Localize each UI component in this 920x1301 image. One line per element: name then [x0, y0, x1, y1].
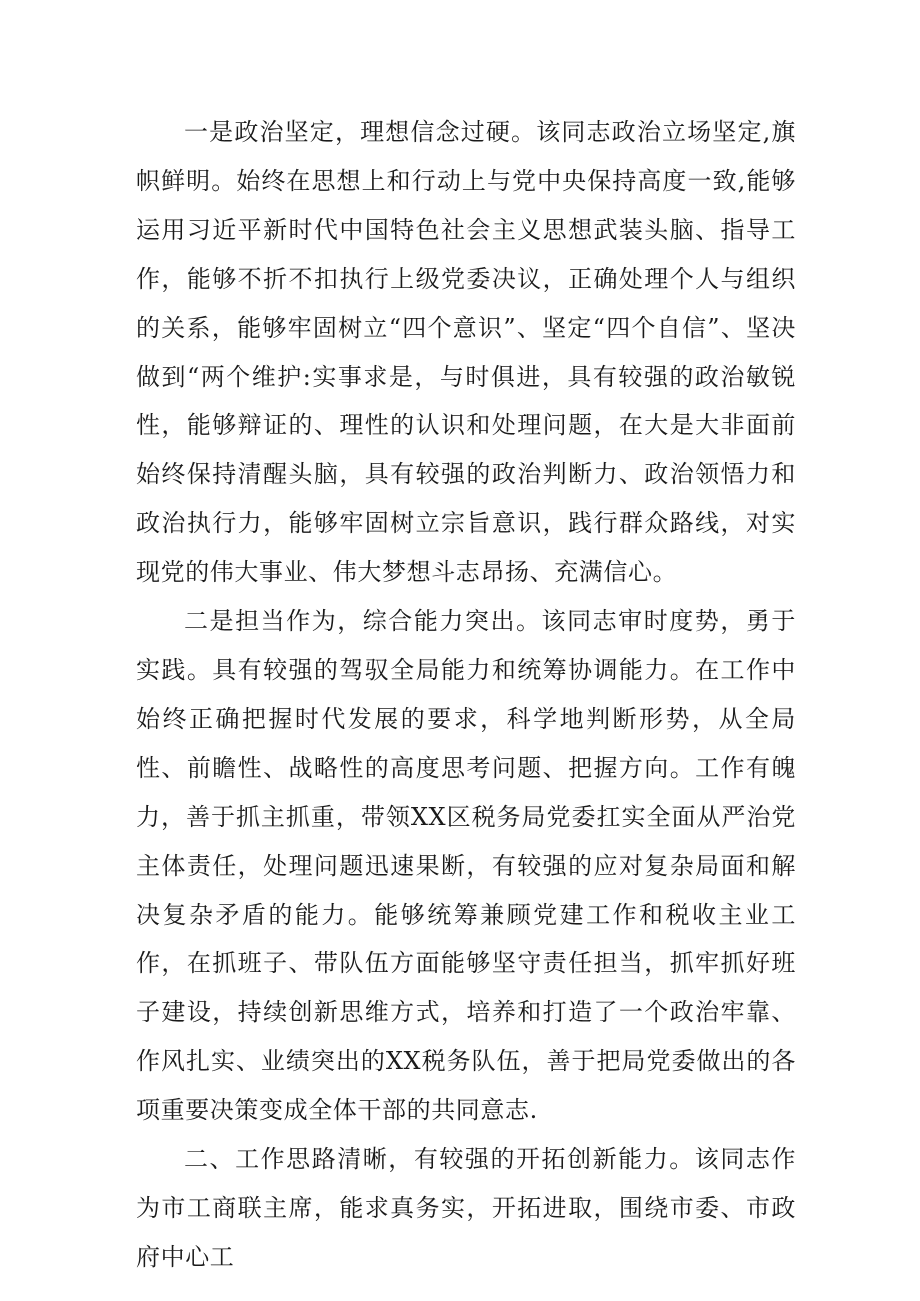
document-body — [136, 108, 796, 1282]
paragraph-political-firmness: 一是政治坚定，理想信念过硬。该同志政治立场坚定,旗帜鲜明。始终在思想上和行动上与党中央保持高度一致,能够运用习近平新时代中国特色社会主义思想武装头脑、指导工作，能够不折不扣执行上级党委决议，正确处理个人与组织的关系，能够牢固树立“四个意识”、坚定“四个自信”、坚决做到“两个维护:实事求是，与时俱进，具有较强的政治敏锐性，能够辩证的、理性的认识和处理问题，在大是大非面前始终保持清醒头脑，具有较强的政治判断力、政治领悟力和政治执行力，能够牢固树立宗旨意识，践行群众路线，对实现党的伟大事业、伟大梦想斗志昂扬、充满信心。 — [136, 118, 796, 587]
paragraph-responsibility: 二是担当作为，综合能力突出。该同志审时度势，勇于实践。具有较强的驾驭全局能力和统筹协调能力。在工作中始终正确把握时代发展的要求，科学地判断形势，从全局性、前瞻性、战略性的高度思考问题、把握方向。工作有魄力，善于抓主抓重，带领XX区税务局党委扛实全面从严治党主体责任，处理问题迅速果断，有较强的应对复杂局面和解决复杂矛盾的能力。能够统筹兼顾党建工作和税收主业工作，在抓班子、带队伍方面能够坚守责任担当，抓牢抓好班子建设，持续创新思维方式，培养和打造了一个政治牢靠、作风扎实、业绩突出的XX税务队伍，善于把局党委做出的各项重要决策变成全体干部的共同意志. — [136, 607, 796, 1125]
paragraph-work-ideas: 二、工作思路清晰，有较强的开拓创新能力。该同志作为市工商联主席，能求真务实，开拓进取，围绕市委、市政府中心工 — [136, 1145, 796, 1271]
